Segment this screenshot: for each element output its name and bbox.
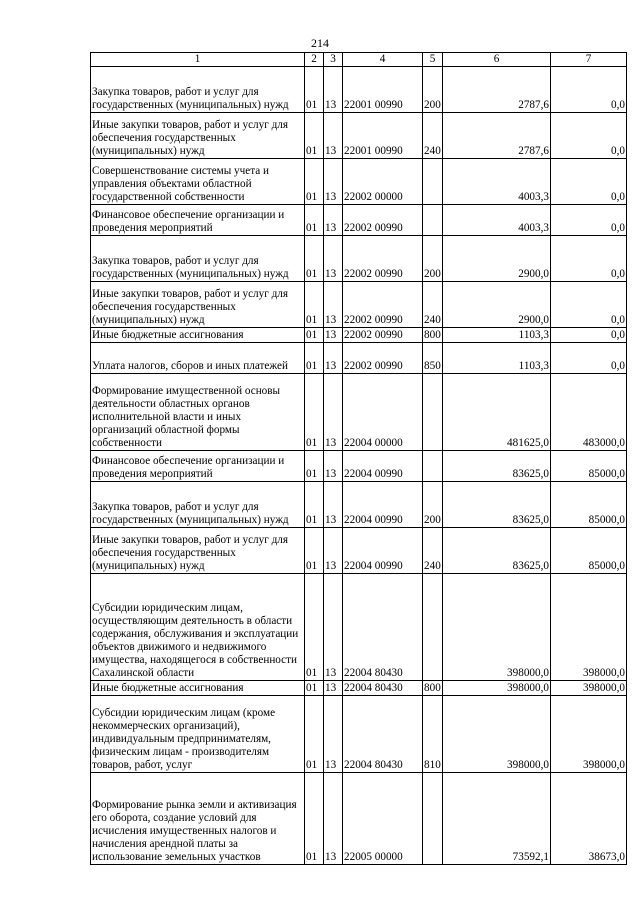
cell-c7: 0,0 (551, 236, 627, 282)
table-row (91, 528, 627, 574)
cell-c6: 2900,0 (443, 236, 551, 282)
cell-c3: 13 (324, 681, 343, 696)
cell-c7: 38673,0 (551, 773, 627, 865)
table-row (91, 681, 627, 696)
column-header-6: 6 (443, 53, 551, 67)
row-name: Уплата налогов, сборов и иных платежей (91, 343, 305, 374)
cell-c7: 85000,0 (551, 451, 627, 482)
cell-c2: 01 (305, 343, 324, 374)
cell-c7: 85000,0 (551, 528, 627, 574)
row-name: Иные закупки товаров, работ и услуг для обеспечения государственных (муниципальных) нужд (91, 113, 305, 159)
cell-c3: 13 (324, 159, 343, 205)
row-name: Иные закупки товаров, работ и услуг для обеспечения государственных (муниципальных) нужд (91, 282, 305, 328)
cell-c3: 13 (324, 773, 343, 865)
cell-c6: 83625,0 (443, 528, 551, 574)
cell-c2: 01 (305, 451, 324, 482)
column-header-5: 5 (423, 53, 443, 67)
table-row (91, 343, 627, 374)
cell-c6: 83625,0 (443, 451, 551, 482)
cell-c5 (423, 205, 443, 236)
cell-c3: 13 (324, 482, 343, 528)
cell-c5: 810 (423, 696, 443, 773)
cell-c2: 01 (305, 696, 324, 773)
cell-c7: 0,0 (551, 113, 627, 159)
row-name: Иные бюджетные ассигнования (91, 681, 305, 696)
cell-c7: 0,0 (551, 159, 627, 205)
row-name: Закупка товаров, работ и услуг для государственных (муниципальных) нужд (91, 482, 305, 528)
cell-c3: 13 (324, 343, 343, 374)
cell-c6: 2900,0 (443, 282, 551, 328)
row-name: Иные закупки товаров, работ и услуг для обеспечения государственных (муниципальных) нужд (91, 528, 305, 574)
cell-c3: 13 (324, 328, 343, 343)
cell-c2: 01 (305, 67, 324, 113)
cell-c5: 800 (424, 682, 441, 694)
column-header-2: 2 (305, 53, 324, 67)
cell-c4: 22002 00990 (343, 236, 423, 282)
cell-c3: 13 (324, 451, 343, 482)
cell-c4: 22004 00990 (343, 482, 423, 528)
cell-c5 (423, 159, 443, 205)
cell-c5: 800 (424, 329, 441, 341)
table-row (91, 159, 627, 205)
cell-c6: 73592,1 (443, 773, 551, 865)
cell-c4: 22002 00990 (343, 343, 423, 374)
header-row (91, 53, 627, 67)
cell-c4: 22001 00990 (343, 67, 423, 113)
cell-c4: 22004 00000 (343, 374, 423, 451)
cell-c6: 1103,3 (443, 343, 551, 374)
budget-table (90, 52, 627, 865)
cell-c2: 01 (305, 681, 324, 696)
table-row (91, 282, 627, 328)
cell-c3: 13 (324, 282, 343, 328)
cell-c2: 01 (305, 205, 324, 236)
cell-c7: 0,0 (551, 282, 627, 328)
cell-c5: 240 (423, 282, 443, 328)
cell-c5: 200 (423, 482, 443, 528)
cell-c7: 0,0 (551, 343, 627, 374)
cell-c6: 398000,0 (443, 696, 551, 773)
cell-c5 (423, 451, 443, 482)
cell-c3: 13 (324, 236, 343, 282)
cell-c2: 01 (305, 236, 324, 282)
cell-c6: 398000,0 (443, 681, 551, 696)
column-header-4: 4 (343, 53, 423, 67)
table-row (91, 328, 627, 343)
cell-c2: 01 (305, 113, 324, 159)
cell-c6: 1103,3 (443, 328, 551, 343)
cell-c6: 4003,3 (443, 159, 551, 205)
row-name: Закупка товаров, работ и услуг для государственных (муниципальных) нужд (91, 67, 305, 113)
row-name: Финансовое обеспечение организации и проведения мероприятий (91, 451, 305, 482)
cell-c6: 83625,0 (443, 482, 551, 528)
cell-c2: 01 (305, 482, 324, 528)
cell-c4: 22002 00990 (343, 328, 423, 343)
column-header-3: 3 (324, 53, 343, 67)
cell-c7: 398000,0 (551, 681, 627, 696)
table-row (91, 773, 627, 865)
cell-c5 (423, 374, 443, 451)
cell-c5 (423, 773, 443, 865)
cell-c2: 01 (305, 773, 324, 865)
cell-c6: 2787,6 (443, 67, 551, 113)
cell-c5: 200 (423, 67, 443, 113)
cell-c4: 22002 00000 (343, 159, 423, 205)
row-name: Совершенствование системы учета и управления объектами областной государственной собственности (91, 159, 305, 205)
table-row (91, 374, 627, 451)
cell-c7: 483000,0 (551, 374, 627, 451)
table-row (91, 574, 627, 681)
cell-c7: 85000,0 (551, 482, 627, 528)
table-row (91, 696, 627, 773)
cell-c7: 398000,0 (551, 696, 627, 773)
cell-c3: 13 (324, 574, 343, 681)
cell-c6: 4003,3 (443, 205, 551, 236)
cell-c4: 22004 80430 (343, 574, 423, 681)
cell-c4: 22005 00000 (343, 773, 423, 865)
column-header-1: 1 (91, 53, 305, 67)
cell-c7: 0,0 (551, 328, 627, 343)
cell-c4: 22002 00990 (343, 205, 423, 236)
cell-c5: 200 (423, 236, 443, 282)
row-name: Субсидии юридическим лицам, осуществляющим деятельность в области содержания, обслуживания и эксплуатации объектов движимого и недвижимого имущества, находящегося в собственности Сахалинской области (91, 574, 305, 681)
cell-c4: 22004 80430 (343, 696, 423, 773)
cell-c2: 01 (305, 328, 324, 343)
row-name: Иные бюджетные ассигнования (91, 328, 305, 343)
cell-c2: 01 (305, 574, 324, 681)
page-number: 214 (311, 36, 329, 50)
cell-c5: 240 (423, 528, 443, 574)
row-name: Формирование имущественной основы деятельности областных органов исполнительной власти и иных организаций областной формы собственности (91, 374, 305, 451)
cell-c2: 01 (305, 159, 324, 205)
row-name: Субсидии юридическим лицам (кроме некоммерческих организаций), индивидуальным предпринимателям, физическим лицам - производителям товаров, работ, услуг (91, 696, 305, 773)
cell-c3: 13 (324, 67, 343, 113)
cell-c3: 13 (324, 374, 343, 451)
cell-c5: 240 (423, 113, 443, 159)
cell-c4: 22001 00990 (343, 113, 423, 159)
cell-c5: 850 (423, 343, 443, 374)
cell-c2: 01 (305, 282, 324, 328)
column-header-7: 7 (551, 53, 627, 67)
cell-c3: 13 (324, 113, 343, 159)
cell-c2: 01 (305, 374, 324, 451)
table-body (91, 67, 627, 865)
cell-c6: 2787,6 (443, 113, 551, 159)
table-row (91, 113, 627, 159)
row-name: Закупка товаров, работ и услуг для государственных (муниципальных) нужд (91, 236, 305, 282)
cell-c4: 22004 80430 (343, 681, 423, 696)
cell-c5 (423, 574, 443, 681)
cell-c3: 13 (324, 205, 343, 236)
table-row (91, 451, 627, 482)
cell-c3: 13 (324, 528, 343, 574)
cell-c6: 481625,0 (443, 374, 551, 451)
cell-c3: 13 (324, 696, 343, 773)
table-row (91, 205, 627, 236)
cell-c4: 22002 00990 (343, 282, 423, 328)
table-row (91, 482, 627, 528)
table-row (91, 67, 627, 113)
cell-c7: 0,0 (551, 67, 627, 113)
cell-c2: 01 (305, 528, 324, 574)
row-name: Формирование рынка земли и активизация его оборота, создание условий для исчисления имущественных налогов и начисления арендной платы за использование земельных участков (91, 773, 305, 865)
cell-c7: 0,0 (551, 205, 627, 236)
cell-c4: 22004 00990 (343, 528, 423, 574)
table-row (91, 236, 627, 282)
cell-c7: 398000,0 (551, 574, 627, 681)
cell-c6: 398000,0 (443, 574, 551, 681)
cell-c4: 22004 00990 (343, 451, 423, 482)
row-name: Финансовое обеспечение организации и проведения мероприятий (91, 205, 305, 236)
